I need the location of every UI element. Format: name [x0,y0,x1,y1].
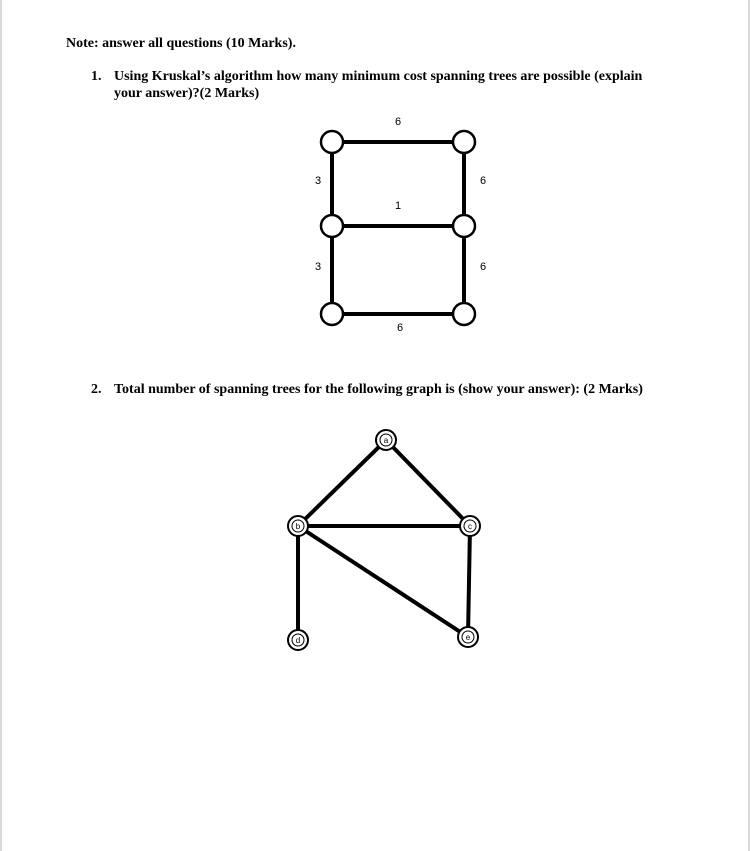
edge-a-b [298,440,386,526]
weight-right-upper: 6 [479,175,487,187]
node-d-label: d [295,636,301,645]
question-1-number: 1. [91,69,102,84]
node-e [458,627,478,647]
weight-left-lower: 3 [314,261,322,273]
weight-bottom: 6 [396,322,404,334]
node-c-label: c [468,522,472,531]
edge-a-c [386,440,470,526]
node-c [460,516,480,536]
note-heading: Note: answer all questions (10 Marks). [66,36,296,51]
question-1-text: Using Kruskal’s algorithm how many minimum cost spanning trees are possible (explain your answer)?(2 Marks) [114,69,643,101]
weight-left-upper: 3 [314,175,322,187]
node-b [288,516,308,536]
question-2-text: Total number of spanning trees for the following graph is (show your answer): (2 Marks) [114,382,643,397]
weight-middle: 1 [394,200,402,212]
node-b-label: b [295,522,301,531]
node-d [288,630,308,650]
edge-b-e [298,526,468,637]
edge-c-e [468,526,470,637]
node-e-label: e [465,633,471,642]
node-a [376,430,396,450]
node-a-label: a [383,436,389,445]
weight-right-lower: 6 [479,261,487,273]
question-2-number: 2. [91,382,102,397]
weight-top: 6 [394,116,402,128]
